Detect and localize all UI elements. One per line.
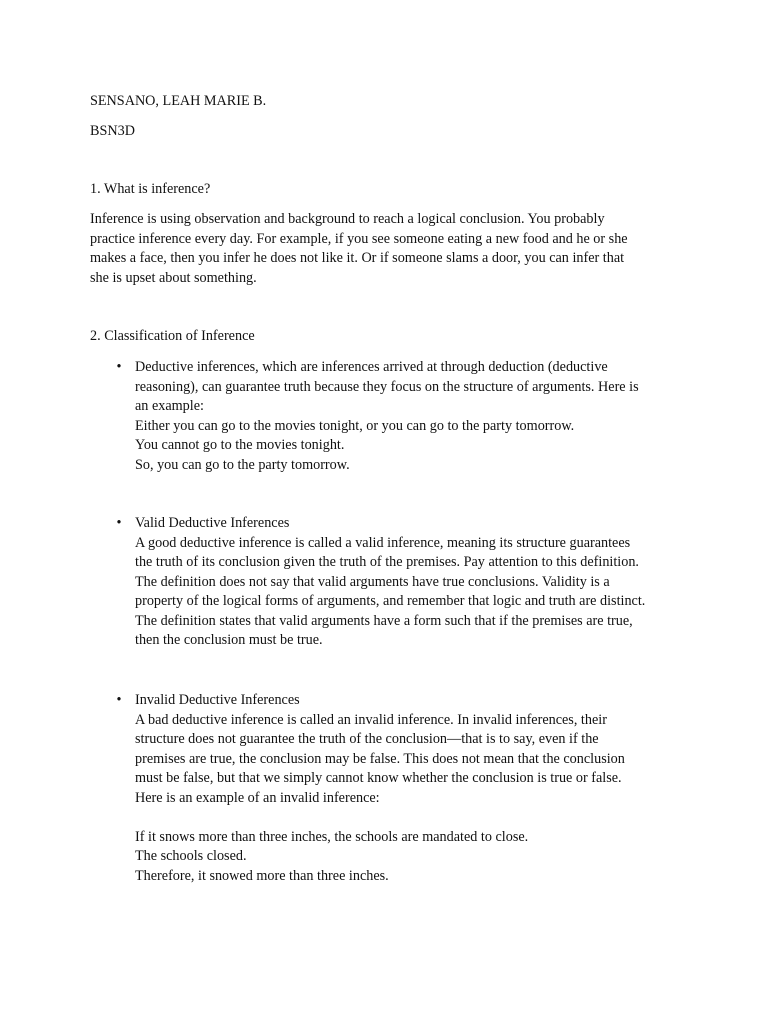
- answer-line: Inference is using observation and background to reach a logical conclusion. You probably: [90, 211, 605, 227]
- bullet-icon: •: [116, 359, 122, 375]
- question-2-heading: 2. Classification of Inference: [90, 328, 255, 344]
- bullet-body: Invalid Deductive Inferences A bad deductive inference is called an invalid inference. In invalid inferences, their structure does not guarantee the truth of the conclusion—that is to say, even if the premises are true, the conclusion may be false. This does not mean that the conclusion must be false, but that we simply cannot know whether the conclusion is true or false. Here is an example of an invalid inference: If it snows more than three inches, the schools are mandated to close. The schools closed. Therefore, it snowed more than three inches.: [135, 692, 625, 884]
- bullet-body: Deductive inferences, which are inferences arrived at through deduction (deductive reasoning), can guarantee truth because they focus on the structure of arguments. Here is an example: Either you can go to the movies tonight, or you can go to the party tomorrow. You cannot go to the movies tonight. So, you can go to the party tomorrow.: [135, 359, 639, 473]
- bullet-icon: •: [116, 515, 122, 531]
- bullet-icon: •: [116, 692, 122, 708]
- student-section: BSN3D: [90, 123, 135, 139]
- question-1-answer: [90, 210, 690, 288]
- bullet-body: Valid Deductive Inferences A good deductive inference is called a valid inference, meaning its structure guarantees the truth of its conclusion given the truth of the premises. Pay attention to this definition. The definition does not say that valid arguments have true conclusions. Validity is a property of the logical forms of arguments, and remember that logic and truth are distinct. The definition states that valid arguments have a form such that if the premises are true, then the conclusion must be true.: [135, 515, 646, 648]
- question-1-heading: 1. What is inference?: [90, 181, 211, 197]
- answer-line: practice inference every day. For example, if you see someone eating a new food and he or she: [90, 230, 628, 247]
- answer-line: makes a face, then you infer he does not like it. Or if someone slams a door, you can infer that: [90, 250, 625, 266]
- student-name: SENSANO, LEAH MARIE B.: [90, 93, 267, 109]
- answer-line: she is upset about something.: [90, 269, 257, 286]
